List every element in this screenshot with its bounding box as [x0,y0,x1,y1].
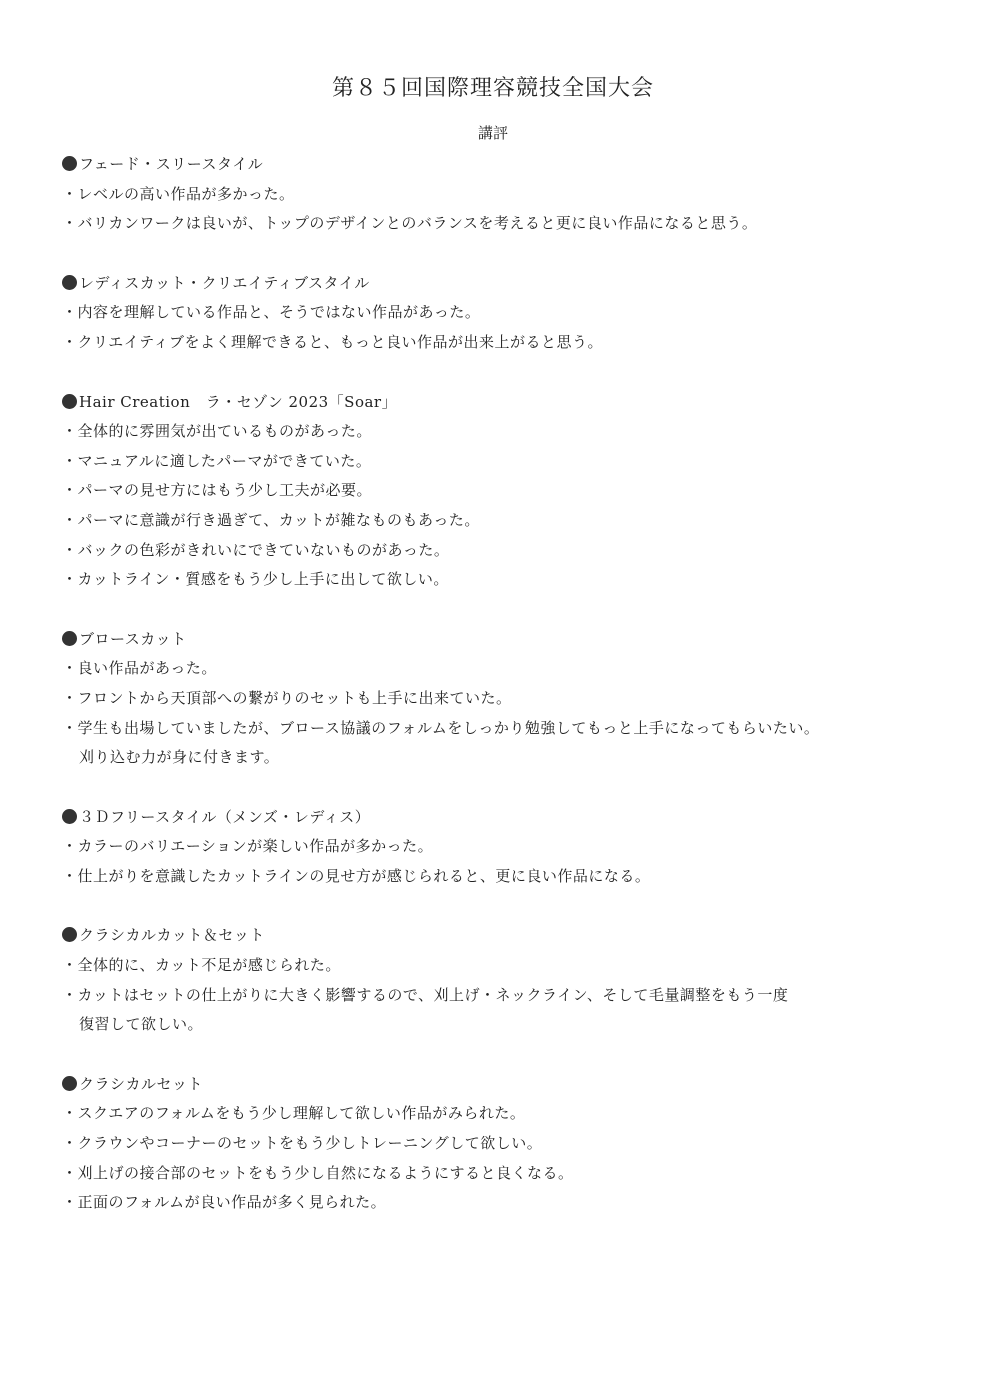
review-section [62,803,962,892]
section-heading-text: クラシカルセット [79,1074,204,1093]
bullet-circle-icon [62,394,77,409]
bullet-circle-icon [62,809,77,824]
review-section [62,1070,962,1218]
section-heading-text: Hair Creation ラ・セゾン 2023「Soar」 [79,392,398,411]
review-item [62,417,962,447]
review-item-text: ・カットライン・質感をもう少し上手に出して欲しい。 [62,570,449,589]
review-content [62,150,962,1248]
review-item-continuation: 刈り込む力が身に付きます。 [79,748,280,767]
review-item [62,951,962,981]
review-item [62,654,962,684]
bullet-circle-icon [62,156,77,171]
section-heading-text: ブロースカット [79,629,187,648]
review-item-text: ・良い作品があった。 [62,659,217,678]
review-item [62,714,962,773]
review-item [62,536,962,566]
review-item-text: ・カラーのバリエーションが楽しい作品が多かった。 [62,837,434,856]
review-item [62,684,962,714]
review-item-text: ・スクエアのフォルムをもう少し理解して欲しい作品がみられた。 [62,1104,526,1123]
review-item [62,328,962,358]
review-item-text: ・パーマの見せ方にはもう少し工夫が必要。 [62,481,373,500]
document-title: 第８５回国際理容競技全国大会 [331,76,654,101]
section-heading [62,388,962,418]
review-item [62,298,962,328]
review-item [62,447,962,477]
review-item-text: ・フロントから天頂部への繋がりのセットも上手に出来ていた。 [62,688,512,707]
review-item-text: ・パーマに意識が行き過ぎて、カットが雑なものもあった。 [62,510,480,529]
section-heading-text: クラシカルカット＆セット [79,926,265,945]
section-heading [62,803,962,833]
review-item-text: ・カットはセットの仕上がりに大きく影響するので、刈上げ・ネックライン、そして毛量調整をもう一度 [62,985,789,1004]
review-section [62,388,962,595]
bullet-circle-icon [62,631,77,646]
document-subtitle: 講評 [477,124,508,142]
review-item [62,565,962,595]
review-item-text: ・仕上がりを意識したカットラインの見せ方が感じられると、更に良い作品になる。 [62,866,651,885]
section-heading [62,921,962,951]
review-item-text: ・刈上げの接合部のセットをもう少し自然になるようにすると良くなる。 [62,1163,574,1182]
review-item-text: ・全体的に雰囲気が出ているものがあった。 [62,422,372,441]
review-item [62,862,962,892]
review-item-text: ・内容を理解している作品と、そうではない作品があった。 [62,303,481,322]
review-section [62,921,962,1039]
review-item [62,1099,962,1129]
review-item-continuation: 復習して欲しい。 [79,1015,204,1034]
review-item-text: ・レベルの高い作品が多かった。 [62,184,295,203]
review-item-text: ・バリカンワークは良いが、トップのデザインとのバランスを考えると更に良い作品になると思う。 [62,214,758,233]
review-item-text: ・学生も出場していましたが、ブロース協議のフォルムをしっかり勉強してもっと上手になってもらいたい。 [62,718,820,737]
review-item-text: ・クリエイティブをよく理解できると、もっと良い作品が出来上がると思う。 [62,332,604,351]
review-item [62,1188,962,1218]
review-item-text: ・マニュアルに適したパーマができていた。 [62,451,372,470]
section-heading-text: ３Ｄフリースタイル（メンズ・レディス） [79,807,371,826]
section-heading-text: フェード・スリースタイル [79,155,264,173]
review-item [62,209,962,239]
section-heading [62,150,962,180]
review-item [62,832,962,862]
review-item [62,180,962,210]
review-section [62,269,962,358]
review-item-text: ・正面のフォルムが良い作品が多く見られた。 [62,1193,387,1212]
review-item [62,506,962,536]
review-item-text: ・全体的に、カット不足が感じられた。 [62,956,341,975]
review-item [62,981,962,1040]
review-item [62,1129,962,1159]
review-item-text: ・バックの色彩がきれいにできていないものがあった。 [62,540,450,559]
section-heading [62,625,962,655]
section-heading [62,1070,962,1100]
bullet-circle-icon [62,275,77,290]
section-heading [62,269,962,299]
review-section [62,625,962,773]
review-item [62,476,962,506]
bullet-circle-icon [62,927,77,942]
review-item-text: ・クラウンやコーナーのセットをもう少しトレーニングして欲しい。 [62,1134,543,1153]
bullet-circle-icon [62,1076,77,1091]
review-item [62,1159,962,1189]
section-heading-text: レディスカット・クリエイティブスタイル [79,273,370,292]
review-section [62,150,962,239]
